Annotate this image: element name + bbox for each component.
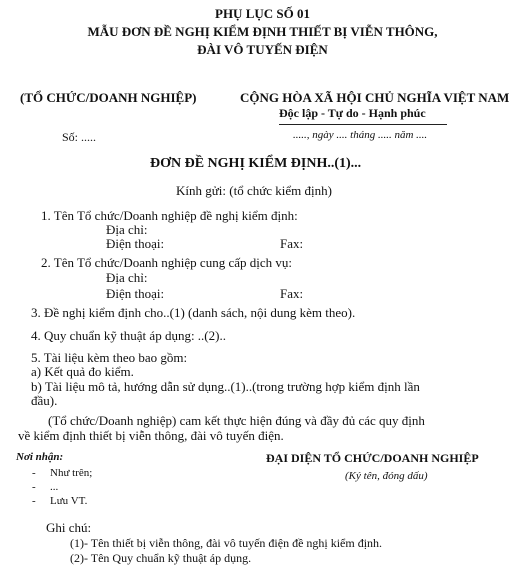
item-1-address: Địa chỉ: bbox=[106, 222, 148, 237]
recipient-bullet-1: - bbox=[32, 467, 36, 479]
item-5a: a) Kết quả đo kiểm. bbox=[31, 364, 134, 379]
item-2-address: Địa chỉ: bbox=[106, 270, 148, 285]
recipient-bullet-3: - bbox=[32, 495, 36, 507]
recipient-3: Lưu VT. bbox=[50, 495, 88, 507]
motto-underline bbox=[279, 124, 447, 125]
document-title-line2: ĐÀI VÔ TUYẾN ĐIỆN bbox=[197, 42, 328, 57]
commitment-line2: về kiểm định thiết bị viễn thông, đài vô tuyến điện. bbox=[18, 428, 284, 443]
item-2: 2. Tên Tổ chức/Doanh nghiệp cung cấp dịch vụ: bbox=[41, 255, 292, 270]
national-motto: Độc lập - Tự do - Hạnh phúc bbox=[279, 106, 426, 120]
item-1-phone: Điện thoại: bbox=[106, 236, 165, 251]
document-title-line1: MẪU ĐƠN ĐỀ NGHỊ KIỂM ĐỊNH THIẾT BỊ VIỄN THÔNG, bbox=[87, 24, 438, 39]
notes-label: Ghi chú: bbox=[46, 520, 92, 535]
addressee: Kính gửi: (tổ chức kiểm định) bbox=[176, 183, 332, 198]
form-title: ĐƠN ĐỀ NGHỊ KIỂM ĐỊNH..(1)... bbox=[150, 156, 362, 171]
recipient-2: ... bbox=[50, 481, 59, 493]
date-line: ....., ngày .... tháng ..... năm .... bbox=[293, 129, 428, 141]
item-5: 5. Tài liệu kèm theo bao gồm: bbox=[31, 350, 188, 365]
commitment-line1: (Tổ chức/Doanh nghiệp) cam kết thực hiện đúng và đầy đủ các quy định bbox=[48, 413, 425, 428]
note-2: (2)- Tên Quy chuẩn kỹ thuật áp dụng. bbox=[70, 551, 252, 565]
item-5b-line1: b) Tài liệu mô tả, hướng dẫn sử dụng..(1)..(trong trường hợp kiểm định lần bbox=[31, 379, 420, 394]
organization-label: (TỔ CHỨC/DOANH NGHIỆP) bbox=[20, 90, 197, 105]
item-5b-line2: đầu). bbox=[31, 393, 58, 408]
signature-note: (Ký tên, đóng dấu) bbox=[345, 470, 428, 482]
national-title: CỘNG HÒA XÃ HỘI CHỦ NGHĨA VIỆT NAM bbox=[240, 90, 510, 105]
recipient-1: Như trên; bbox=[50, 467, 93, 479]
item-1-fax: Fax: bbox=[280, 236, 304, 251]
item-2-phone: Điện thoại: bbox=[106, 286, 165, 301]
note-1: (1)- Tên thiết bị viễn thông, đài vô tuyến điện đề nghị kiểm định. bbox=[70, 536, 383, 550]
item-3: 3. Đề nghị kiểm định cho..(1) (danh sách, nội dung kèm theo). bbox=[31, 305, 356, 320]
recipients-label: Nơi nhận: bbox=[16, 451, 64, 463]
item-2-fax: Fax: bbox=[280, 286, 304, 301]
signature-title: ĐẠI DIỆN TỔ CHỨC/DOANH NGHIỆP bbox=[266, 451, 479, 465]
appendix-label: PHỤ LỤC SỐ 01 bbox=[215, 6, 310, 21]
item-4: 4. Quy chuẩn kỹ thuật áp dụng: ..(2).. bbox=[31, 328, 226, 343]
document-number: Số: ..... bbox=[62, 130, 97, 144]
recipient-bullet-2: - bbox=[32, 481, 36, 493]
item-1: 1. Tên Tổ chức/Doanh nghiệp đề nghị kiểm định: bbox=[41, 208, 298, 223]
